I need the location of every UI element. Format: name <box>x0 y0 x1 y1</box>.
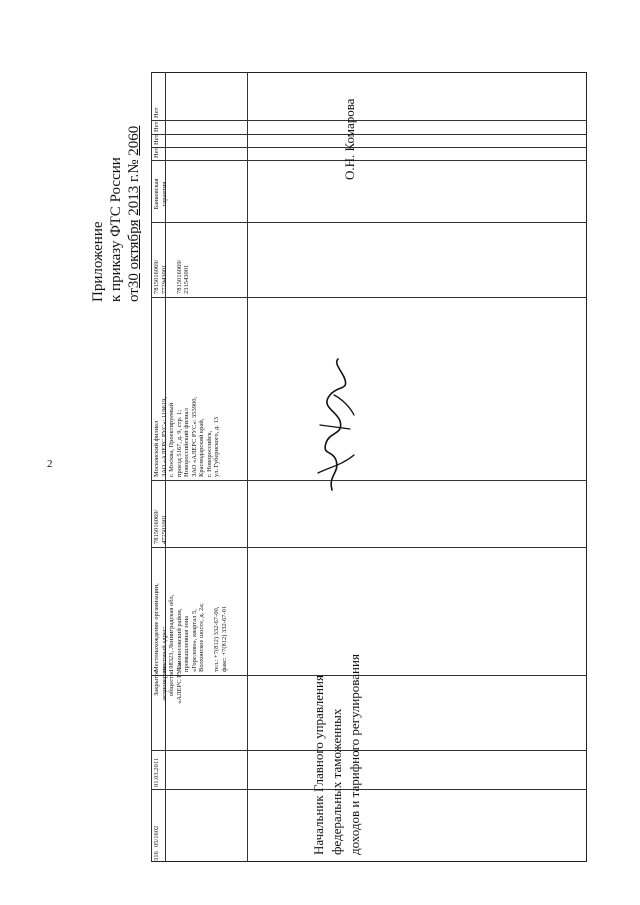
col-divider <box>151 750 587 751</box>
col-divider <box>151 222 587 223</box>
cell-date: 01.03.2011 <box>153 757 160 787</box>
date-prefix: от <box>126 288 142 302</box>
col-divider <box>151 480 587 481</box>
date-month: октября <box>126 219 142 270</box>
signer-title-line3: доходов и тарифного регулирования <box>347 654 362 855</box>
col-divider <box>151 160 587 161</box>
order-number: 2060 <box>126 125 142 156</box>
col-divider <box>151 297 587 298</box>
page-number: 2 <box>47 458 53 470</box>
signer-title-line1: Начальник Главного управления <box>311 675 326 855</box>
date-year-suffix: г. <box>126 173 142 186</box>
row-divider <box>247 72 248 862</box>
col-divider <box>151 134 587 135</box>
signer-name: О.Н. Комарова <box>342 98 357 180</box>
handwritten-signature <box>310 355 360 495</box>
signer-title-line2: федеральных таможенных <box>329 708 344 855</box>
cell-branch-inn: 7815016069/ 772943001 7815016069/ 231543001 <box>153 259 190 294</box>
cell-c10: Нет <box>153 134 160 145</box>
appendix-order-date <box>126 126 143 302</box>
cell-guarantee: Банковская гарантия <box>153 178 168 210</box>
date-day: 30 <box>126 273 142 289</box>
col-divider <box>151 675 587 676</box>
cell-address: Местонахождение организации, почтовый адрес: 198323, Ленинградская обл, Ломоносовский район, промышленная зона «Горелово», квартал 5, Волхонское шоссе, д. 2а; тел.: +7(812) 332-67-00, факс: +7(812) 332-67-01 <box>153 583 228 672</box>
date-year: 2013 <box>126 185 142 216</box>
cell-code: 05/1602 <box>153 825 160 847</box>
cell-c9: Нет <box>153 147 160 158</box>
col-divider <box>151 789 587 790</box>
appendix-order-ref: к приказу ФТС России <box>108 157 124 302</box>
table-rule <box>151 72 152 862</box>
col-divider <box>151 547 587 548</box>
appendix-title: Приложение <box>90 221 106 302</box>
cell-branches: Московский филиал ЗАО «АЛЕРС РУС»: 119619, г. Москва, Проектируемый проезд 5167, д. 9, стр. 1; Новороссийский филиал ЗАО «АЛЕРС РУС»: 353900, Краснодарский край, г. Новороссийск, ул. Губернского, д. 13 <box>153 396 220 477</box>
cell-c11: Нет <box>153 121 160 132</box>
cell-num: 316 <box>153 851 160 861</box>
col-divider <box>151 147 587 148</box>
registry-table <box>151 72 587 862</box>
number-sign: № <box>126 159 142 174</box>
cell-inn: 7815016069/ 472501001 <box>153 509 168 544</box>
cell-c12: Нет <box>153 107 160 118</box>
col-divider <box>151 120 587 121</box>
cell-organization: Закрытое акционерное общество «АЛЕРС РУС» <box>153 662 183 704</box>
